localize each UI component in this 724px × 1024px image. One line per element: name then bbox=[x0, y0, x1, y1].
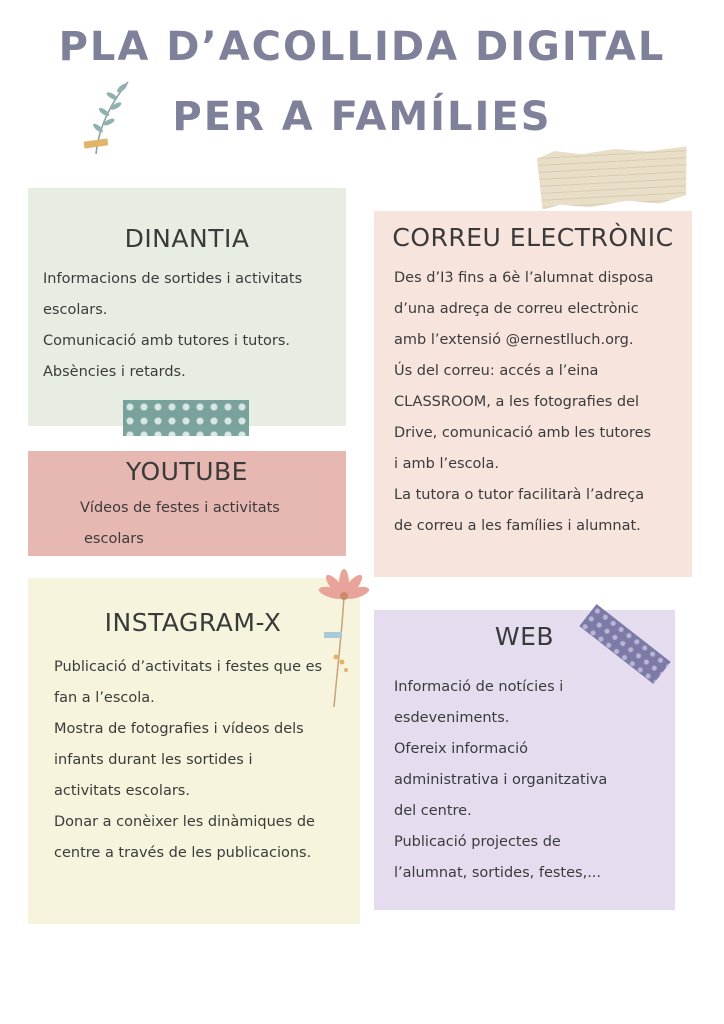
floral-washi-tape bbox=[123, 400, 249, 436]
card-line: de correu a les famílies i alumnat. bbox=[394, 518, 641, 534]
page-title-line-2: PER A FAMÍLIES bbox=[172, 94, 552, 140]
card-line: escolars bbox=[84, 531, 144, 547]
card-line: Mostra de fotografies i vídeos dels bbox=[54, 721, 304, 737]
card-line: del centre. bbox=[394, 803, 472, 819]
card-dinantia bbox=[28, 188, 346, 426]
card-correu-heading: CORREU ELECTRÒNIC bbox=[392, 223, 674, 252]
card-line: Comunicació amb tutores i tutors. bbox=[43, 333, 291, 349]
card-line: Drive, comunicació amb les tutores bbox=[394, 425, 652, 441]
card-instagram-heading: INSTAGRAM-X bbox=[104, 608, 282, 637]
card-line: Absències i retards. bbox=[43, 364, 186, 380]
card-line: Ús del correu: accés a l’eina bbox=[394, 363, 599, 379]
card-instagram bbox=[28, 578, 360, 924]
card-line: Publicació projectes de bbox=[394, 834, 561, 850]
card-line: activitats escolars. bbox=[54, 783, 190, 799]
card-line: Vídeos de festes i activitats bbox=[80, 500, 280, 516]
card-line: amb l’extensió @ernestlluch.org. bbox=[394, 332, 634, 348]
page-title-line-1: PLA D’ACOLLIDA DIGITAL bbox=[58, 24, 666, 70]
card-line: Informacions de sortides i activitats bbox=[43, 271, 303, 287]
card-line: Donar a conèixer les dinàmiques de bbox=[54, 814, 315, 830]
card-line: administrativa i organitzativa bbox=[394, 772, 608, 788]
card-line: esdeveniments. bbox=[394, 710, 510, 726]
card-correu bbox=[374, 211, 692, 577]
card-line: fan a l’escola. bbox=[54, 690, 155, 706]
sprig-icon bbox=[76, 74, 140, 164]
card-line: centre a través de les publicacions. bbox=[54, 845, 312, 861]
card-youtube-heading: YOUTUBE bbox=[126, 457, 248, 486]
card-dinantia-heading: DINANTIA bbox=[124, 224, 250, 253]
card-line: CLASSROOM, a les fotografies del bbox=[394, 394, 640, 410]
card-line: i amb l’escola. bbox=[394, 456, 499, 472]
card-line: escolars. bbox=[43, 302, 108, 318]
card-line: Ofereix informació bbox=[394, 741, 529, 757]
card-line: Des d’I3 fins a 6è l’alumnat disposa bbox=[394, 270, 654, 286]
card-line: d’una adreça de correu electrònic bbox=[394, 301, 639, 317]
card-line: La tutora o tutor facilitarà l’adreça bbox=[394, 487, 645, 503]
card-line: l’alumnat, sortides, festes,... bbox=[394, 865, 602, 881]
card-line: Informació de notícies i bbox=[394, 679, 564, 695]
card-youtube bbox=[28, 451, 346, 556]
card-web-heading: WEB bbox=[494, 622, 555, 651]
flower-icon bbox=[312, 562, 372, 712]
torn-paper-strip bbox=[537, 144, 690, 210]
card-line: infants durant les sortides i bbox=[54, 752, 253, 768]
card-line: Publicació d’activitats i festes que es bbox=[54, 659, 323, 675]
